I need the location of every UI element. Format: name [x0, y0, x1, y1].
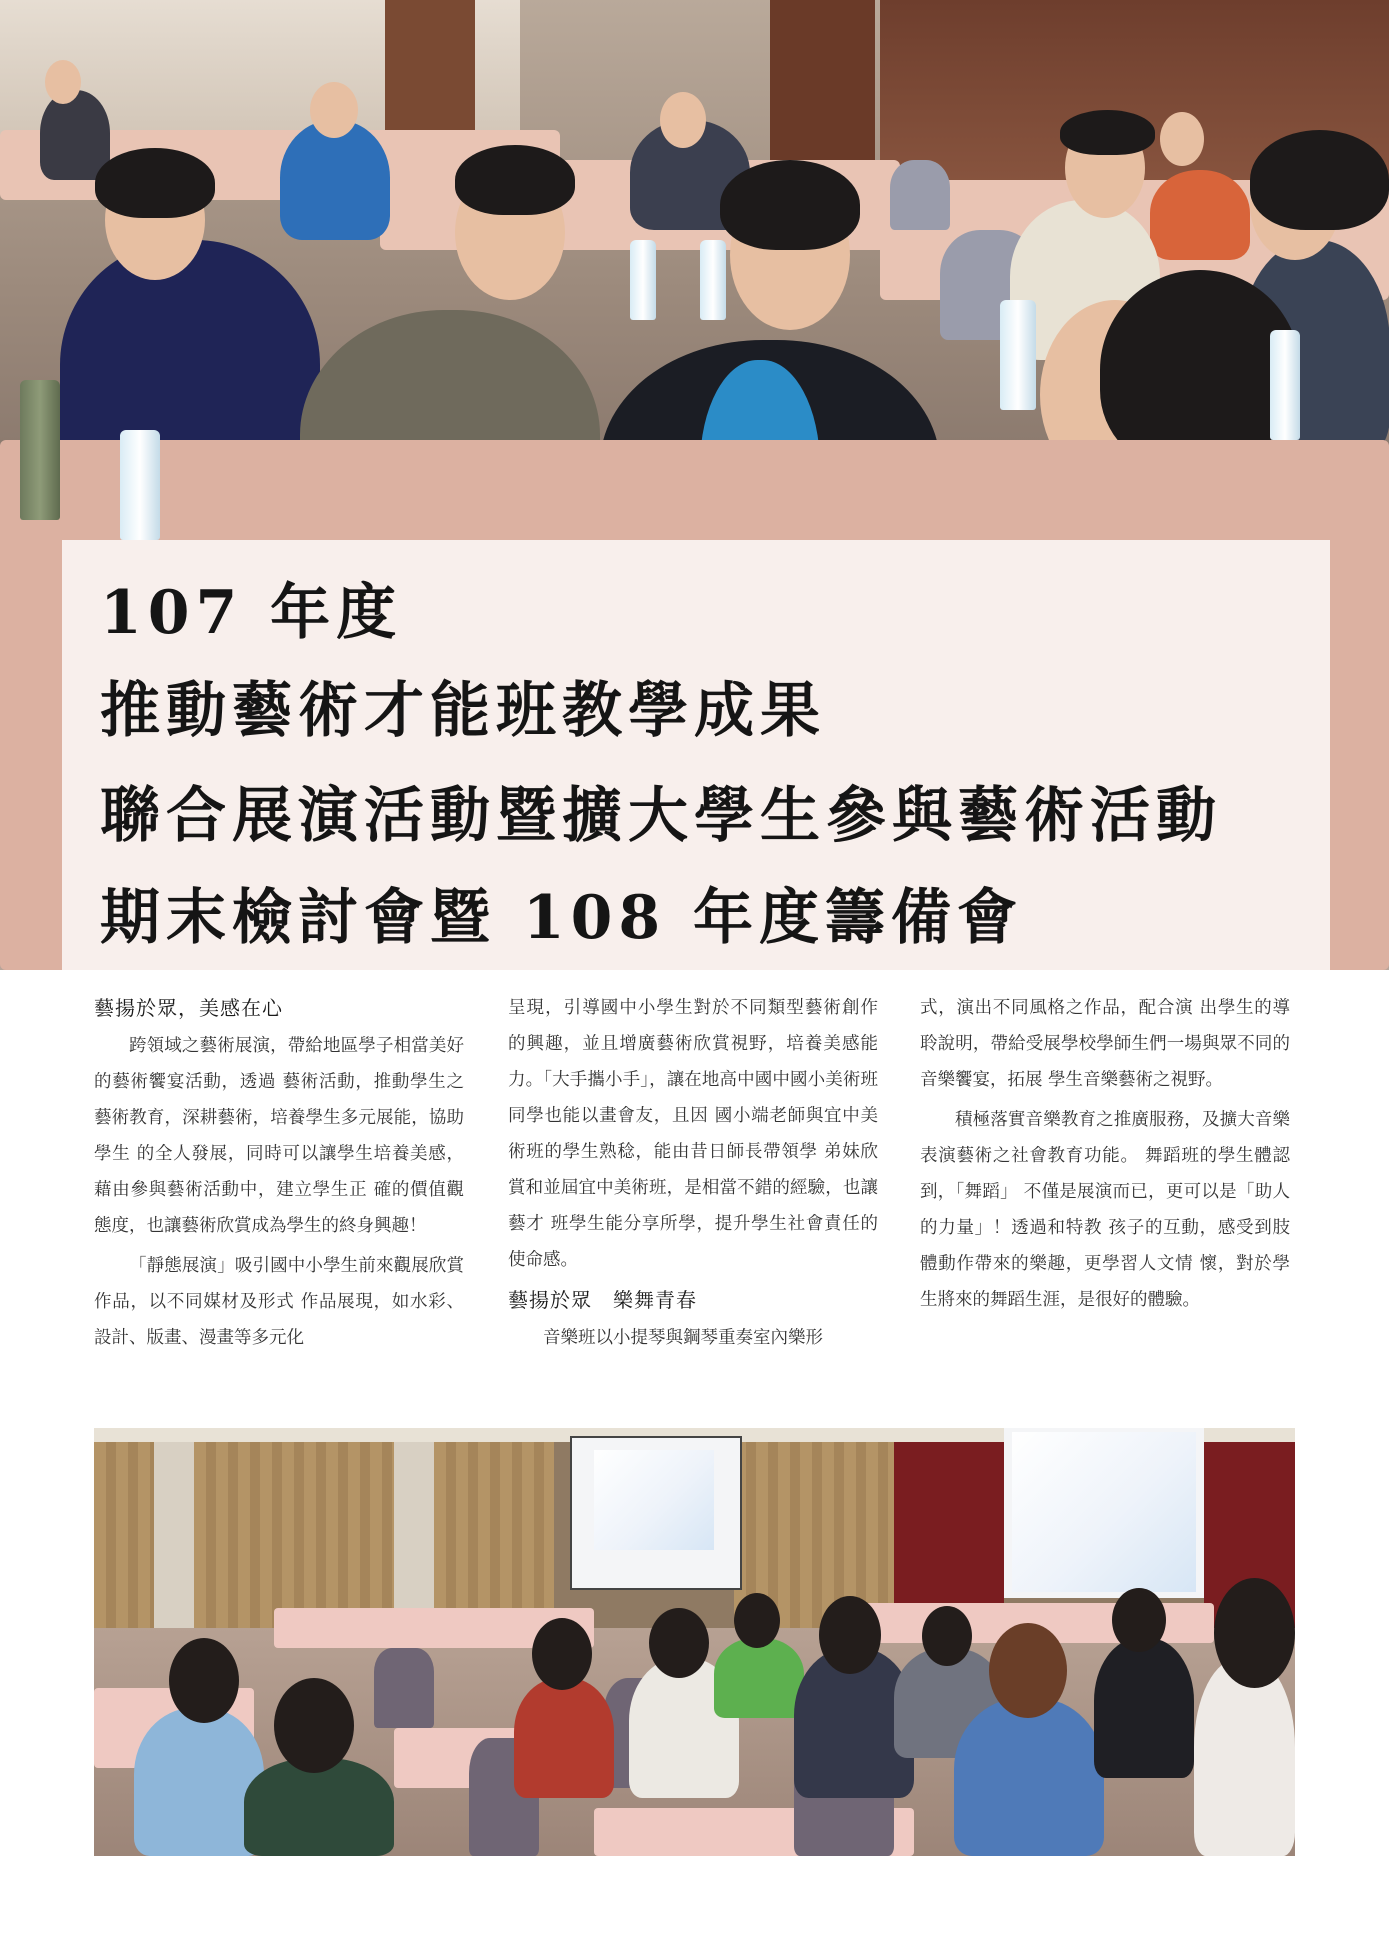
attendee: [954, 1698, 1104, 1856]
curtain: [194, 1428, 394, 1638]
paragraph: 式，演出不同風格之作品，配合演 出學生的導聆說明，帶給受展學校學師生們一場與眾不同的音樂饗宴，拓展 學生音樂藝術之視野。: [920, 998, 1290, 1090]
attendee-head: [989, 1623, 1067, 1718]
hero-person-head: [1160, 112, 1204, 166]
attendee-head: [1112, 1588, 1166, 1652]
section-heading: 藝揚於眾 樂舞青春: [508, 1288, 697, 1312]
paragraph: 「靜態展演」吸引國中小學生前來觀展欣賞作品，以不同媒材及形式 作品展現，如水彩、設計、版畫、漫畫等多元化: [94, 1256, 464, 1348]
curtain: [434, 1428, 554, 1638]
page-title-line-2: 推動藝術才能班教學成果: [100, 676, 826, 746]
chair: [374, 1648, 434, 1728]
article-column-2: [508, 990, 878, 1360]
paragraph: 跨領域之藝術展演，帶給地區學子相當美好的藝術饗宴活動，透過 藝術活動，推動學生之藝術教育，深耕藝術，培養學生多元展能，協助學生 的全人發展，同時可以讓學生培養美感，藉由參與藝術活動中，建立學生正 確的價值觀態度，也讓藝術欣賞成為學生的終身興趣！: [94, 1036, 464, 1236]
water-bottle: [120, 430, 160, 540]
attendee: [514, 1678, 614, 1798]
hero-person-hair: [1250, 130, 1389, 230]
attendee-head: [169, 1638, 239, 1723]
attendee: [1194, 1658, 1295, 1856]
attendee: [714, 1638, 804, 1718]
page-title-line-1: 107 年度: [100, 578, 403, 648]
attendee-head: [819, 1596, 881, 1674]
hero-person-hair: [455, 145, 575, 215]
projected-slide: [1012, 1432, 1196, 1592]
hero-person-head: [45, 60, 81, 104]
attendee: [244, 1758, 394, 1856]
attendee-head: [649, 1608, 709, 1678]
curtain: [94, 1428, 154, 1638]
hero-person-head: [310, 82, 358, 138]
attendee-head: [532, 1618, 592, 1690]
water-bottle: [1000, 300, 1036, 410]
attendee: [1094, 1638, 1194, 1778]
pillar: [154, 1428, 194, 1658]
section-heading: 藝揚於眾，美感在心: [94, 996, 283, 1020]
hero-person-hair: [720, 160, 860, 250]
hero-person-hair: [95, 148, 215, 218]
attendee-head: [274, 1678, 354, 1773]
hero-door: [770, 0, 875, 180]
water-bottle: [630, 240, 656, 320]
event-photo: [94, 1428, 1295, 1856]
hero-person-head: [660, 92, 706, 148]
water-bottle: [1270, 330, 1300, 440]
article-column-1: [94, 990, 464, 1360]
hero-person: [40, 90, 110, 180]
article-column-3: [920, 990, 1290, 1322]
attendee-head: [1214, 1578, 1295, 1688]
paragraph: 呈現，引導國中小學生對於不同類型藝術創作 的興趣，並且增廣藝術欣賞視野，培養美感能力。「大手攜小手」，讓在地高中國中國小美術班同學也能以畫會友，且因 國小端老師與宜中美術班的學生熟稔，能由昔日師長帶領學 弟妹欣賞和並屆宜中美術班，是相當不錯的經驗，也讓藝才 班學生能分享所學，提升學生社會責任的使命感。: [508, 998, 878, 1270]
page-title-line-4: 期末檢討會暨 108 年度籌備會: [100, 883, 1024, 953]
projected-slide: [594, 1450, 714, 1550]
hero-person: [1150, 170, 1250, 260]
attendee-head: [922, 1606, 972, 1666]
paragraph: 積極落實音樂教育之推廣服務，及擴大音樂表演藝術之社會教育功能。 舞蹈班的學生體認到，「舞蹈」 不僅是展演而已，更可以是「助人的力量」！透過和特教 孩子的互動，感受到肢體動作帶來的樂趣，更學習人文情 懷，對於學生將來的舞蹈生涯，是很好的體驗。: [920, 1110, 1290, 1310]
paragraph: 音樂班以小提琴與鋼琴重奏室內樂形: [543, 1328, 823, 1348]
page-title-line-3: 聯合展演活動暨擴大學生參與藝術活動: [100, 781, 1222, 851]
hero-person-hair: [1060, 110, 1155, 155]
water-bottle: [700, 240, 726, 320]
attendee-head: [734, 1593, 780, 1648]
thermos-bottle: [20, 380, 60, 520]
red-wall: [894, 1428, 1004, 1628]
hero-chair: [890, 160, 950, 230]
hero-person: [280, 120, 390, 240]
